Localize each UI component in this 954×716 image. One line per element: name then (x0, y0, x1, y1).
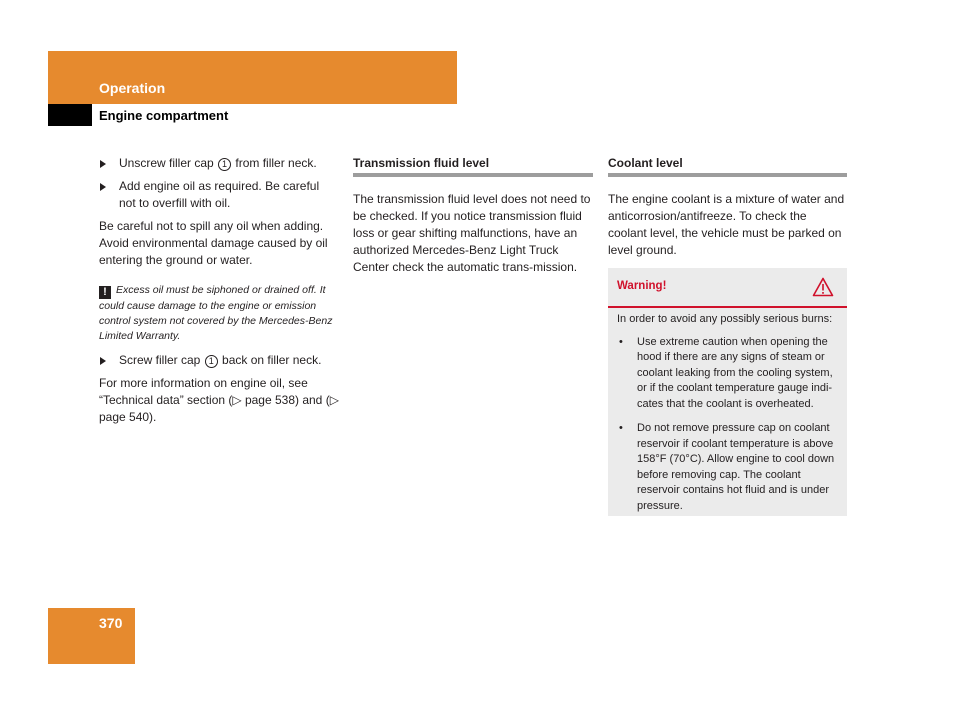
coolant-heading: Coolant level (608, 155, 847, 177)
step-screw-cap (99, 352, 339, 369)
callout-number-icon: 1 (205, 355, 218, 368)
warning-bullet-text: Use extreme caution when opening the hood if there are any signs of steam or coolant leaking from the cooling system, or if the coolant temperature gauge indi-cates that the coolant is overheated. (637, 335, 833, 410)
transmission-heading: Transmission fluid level (353, 155, 593, 177)
warning-intro: In order to avoid any possibly serious burns: (617, 313, 833, 325)
warning-box (608, 268, 847, 516)
warning-header (608, 268, 847, 308)
step-text: Add engine oil as required. Be careful not to overfill with oil. (119, 179, 320, 210)
notice-text: Excess oil must be siphoned or drained off. It could cause damage to the engine or emission control system not covered by the Mercedes-Benz Limited Warranty. (99, 284, 333, 342)
bullet-dot-icon: • (619, 335, 623, 348)
warning-triangle-icon (812, 277, 834, 297)
notice-note (99, 283, 339, 344)
warning-bullet-text: Do not remove pressure cap on coolant reservoir if coolant temperature is above 158°F (70°C). Allow engine to cool down before removing cap. The coolant reservoir contains hot fluid and is under pressure. (637, 422, 835, 512)
paragraph-spill: Be careful not to spill any oil when adding. Avoid environmental damage caused by oil entering the ground or water. (99, 219, 328, 267)
step-arrow-icon (100, 183, 106, 191)
step-text: Screw filler cap (119, 353, 201, 367)
column-transmission (353, 155, 593, 284)
step-unscrew-cap (99, 155, 339, 172)
page-number: 370 (99, 615, 123, 631)
step-arrow-icon (100, 160, 106, 168)
section-tab-marker (48, 104, 92, 126)
step-arrow-icon (100, 357, 106, 365)
step-add-oil (99, 178, 339, 212)
coolant-text: The engine coolant is a mixture of water and anticorrosion/antifreeze. To check the coolant level, the vehicle must be parked on level ground. (608, 192, 845, 257)
warning-label: Warning! (617, 280, 667, 292)
callout-number-icon: 1 (218, 158, 231, 171)
warning-bullet (617, 335, 842, 413)
transmission-text: The transmission fluid level does not need to be checked. If you notice transmission fluid loss or gear shifting malfunctions, have an authorized Mercedes-Benz Light Truck Center check the automatic trans-mission. (353, 192, 591, 274)
warning-bullet (617, 421, 842, 514)
paragraph-more-info: For more information on engine oil, see “Technical data” section (▷ page 538) and (▷ page 540). (99, 376, 339, 424)
step-text: Unscrew filler cap (119, 156, 214, 170)
bullet-dot-icon: • (619, 422, 623, 434)
header-bar (48, 51, 457, 104)
exclamation-icon: ! (99, 286, 111, 299)
column-coolant (608, 155, 847, 267)
section-title: Operation (99, 80, 166, 96)
warning-body (617, 312, 842, 523)
subsection-title: Engine compartment (99, 108, 229, 123)
step-text: from filler neck. (235, 156, 317, 170)
column-oil (99, 155, 339, 434)
step-text: back on filler neck. (222, 353, 322, 367)
